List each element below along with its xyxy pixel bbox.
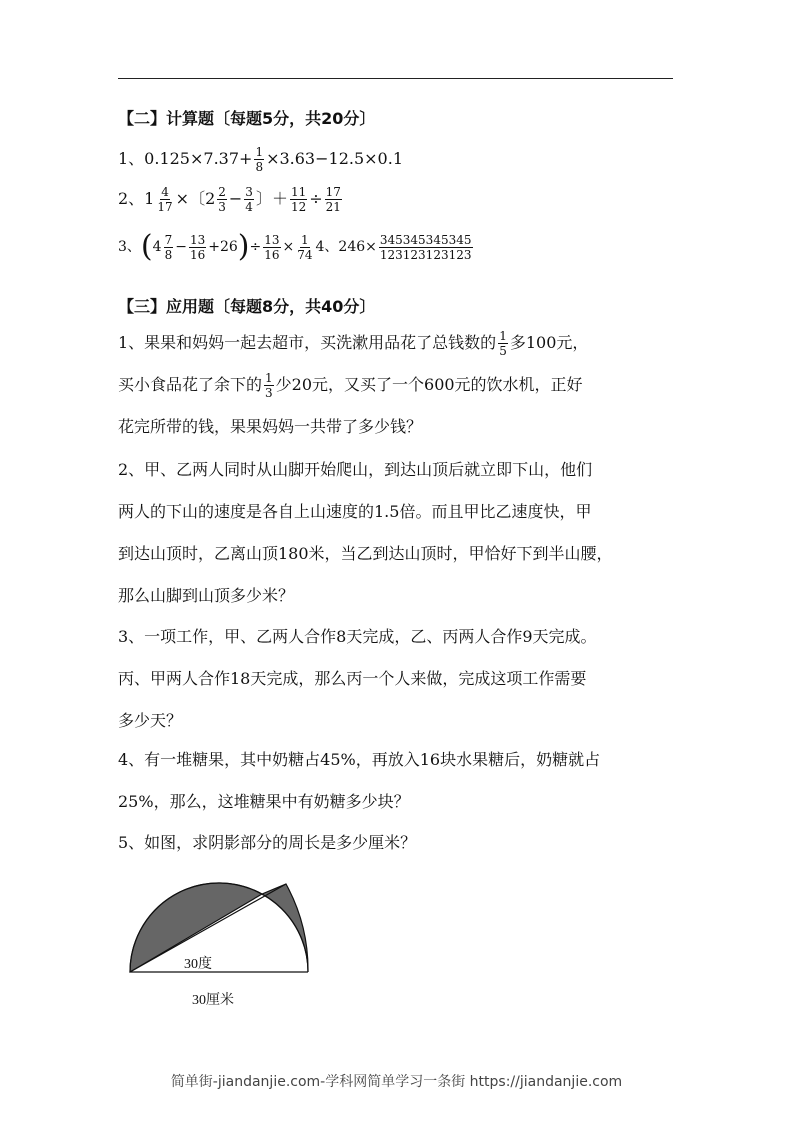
shaded-region-right [262,884,308,972]
app-q4-line: 4、有一堆糖果，其中奶糖占45%，再放入16块水果糖后，奶糖就占 [118,750,601,769]
length-label: 30厘米 [192,993,234,1008]
app-q2-line: 2、甲、乙两人同时从山脚开始爬山，到达山顶后就立即下山，他们 [118,460,593,479]
top-rule [118,78,673,79]
calc-question-3-4: 3、(4 $\frac{7}{8}$ − $\frac{13}{16}$ +26)÷ $\frac{13}{16}$ × $\frac{1}{74}$ 4、246× $\frac{345345345345}{123123123123}$ [118,229,472,264]
app-q3-line: 丙、甲两人合作18天完成，那么丙一个人来做，完成这项工作需要 [118,669,587,688]
app-q1-line1: 1、果果和妈妈一起去超市，买洗漱用品花了总钱数的 $\frac{1}{5}$ 多100元， [118,329,589,358]
angle-label: 30度 [184,957,212,972]
semicircle-diagram [118,870,318,1015]
app-question-3 [118,616,678,742]
app-question-5 [118,822,678,864]
geometry-figure [118,870,318,1015]
app-question-4 [118,739,678,823]
app-q3-line: 3、一项工作，甲、乙两人合作8天完成，乙、丙两人合作9天完成。 [118,627,597,646]
footer-watermark: 简单街-jiandanjie.com-学科网简单学习一条街 https://jiandanjie.com [170,1074,623,1090]
app-q5-line: 5、如图，求阴影部分的周长是多少厘米？ [118,833,417,852]
app-q2-line: 那么山脚到山顶多少米？ [118,586,295,605]
app-q1-line2: 买小食品花了余下的 $\frac{1}{3}$ 少20元，又买了一个600元的饮水机，正好 [118,371,583,400]
app-q2-line: 两人的下山的速度是各自上山速度的1.5倍。而且甲比乙速度快，甲 [118,502,592,521]
calc-question-2: 2、1 $\frac{4}{17}$ ×〔2 $\frac{2}{3}$ − $\frac{3}{4}$ 〕＋ $\frac{11}{12}$ ÷ $\frac{17}{21}$ [118,185,341,214]
section2-heading: 【二】计算题〔每题5分，共20分〕 [118,109,376,128]
app-question-1 [118,322,678,448]
app-question-2 [118,449,678,617]
app-q1-line3: 花完所带的钱，果果妈妈一共带了多少钱？ [118,417,423,436]
app-q2-line: 到达山顶时，乙离山顶180米，当乙到达山顶时，甲恰好下到半山腰， [118,544,613,563]
app-q4-line: 25%，那么，这堆糖果中有奶糖多少块？ [118,792,410,811]
app-q3-line: 多少天？ [118,711,183,730]
calc-question-1: 1、0.125×7.37+ $\frac{1}{8}$ ×3.63−12.5×0.1 [118,145,403,174]
section3-heading: 【三】应用题〔每题8分，共40分〕 [118,297,376,316]
